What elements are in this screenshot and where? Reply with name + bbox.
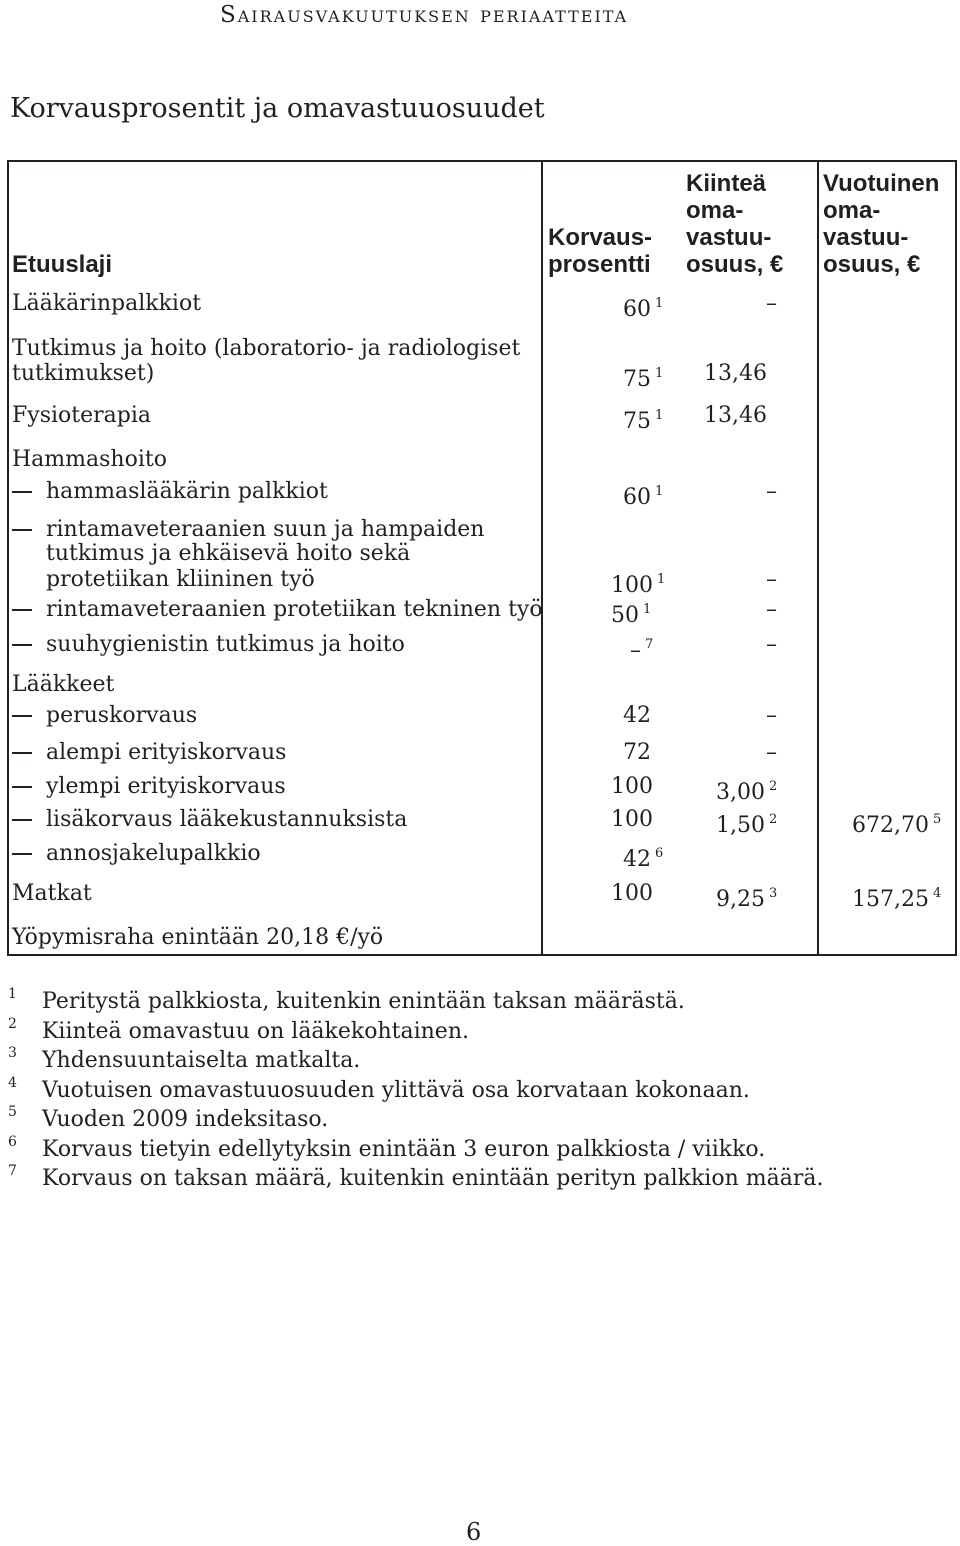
row-label: suuhygienistin tutkimus ja hoito: [46, 632, 405, 657]
table-border-top: [7, 160, 957, 162]
bullet-dash: [12, 609, 32, 611]
pct-value: 60 $^1$: [623, 484, 664, 510]
bullet-dash: [12, 786, 32, 788]
row-label: Matkat: [12, 881, 92, 906]
fixed-value: –: [766, 703, 777, 728]
footnote-number: 4: [8, 1075, 17, 1091]
row-label: rintamaveteraanien protetiikan tekninen työ: [46, 597, 543, 622]
fixed-value: –: [766, 632, 777, 657]
footnote-text: Vuoden 2009 indeksitaso.: [42, 1107, 329, 1132]
row-label: Tutkimus ja hoito (laboratorio- ja radiologiset: [12, 336, 521, 361]
row-label: hammaslääkärin palkkiot: [46, 479, 328, 504]
row-label-cont: protetiikan kliininen työ: [46, 567, 315, 592]
pct-value: 75 $^1$: [623, 366, 664, 392]
pct-value: – $^7$: [630, 637, 654, 663]
table-divider-label: [541, 160, 543, 956]
footnote-text: Korvaus tietyin edellytyksin enintään 3 euron palkkiosta / viikko.: [42, 1137, 766, 1162]
bullet-dash: [12, 853, 32, 855]
table-border-right: [955, 160, 957, 956]
col-header-vuotuinen-line2: oma-: [823, 197, 881, 224]
col-header-vuotuinen-line1: Vuotuinen: [823, 170, 940, 197]
footnote-number: 2: [8, 1016, 17, 1032]
fixed-value: –: [766, 479, 777, 504]
page-number: 6: [466, 1518, 482, 1546]
section-heading: Lääkkeet: [12, 672, 115, 697]
pct-value: 50 $^1$: [611, 602, 652, 628]
col-header-kiintea-line3: vastuu-: [686, 224, 772, 251]
col-header-korvaus-line1: Korvaus-: [548, 224, 653, 251]
row-label-cont: tutkimus ja ehkäisevä hoito sekä: [46, 541, 411, 566]
fixed-value: 13,46: [704, 403, 767, 428]
pct-value: 100: [611, 881, 653, 906]
pct-value: 75 $^1$: [623, 408, 664, 434]
pct-value: 42: [623, 703, 651, 728]
row-label: ylempi erityiskorvaus: [46, 774, 286, 799]
section-heading: Hammashoito: [12, 447, 167, 472]
fixed-value: 3,00 $^2$: [716, 779, 778, 805]
row-label: Lääkärinpalkkiot: [12, 291, 202, 316]
table-divider-fixed: [817, 160, 819, 956]
fixed-value: –: [766, 291, 777, 316]
footnote-number: 6: [8, 1134, 17, 1150]
row-label: rintamaveteraanien suun ja hampaiden: [46, 517, 485, 542]
row-label: annosjakelupalkkio: [46, 841, 261, 866]
footnote-number: 5: [8, 1104, 17, 1120]
col-header-vuotuinen-line4: osuus, €: [823, 251, 921, 278]
row-label-cont: tutkimukset): [12, 361, 155, 386]
table-border-left: [7, 160, 9, 956]
col-header-kiintea-line2: oma-: [686, 197, 744, 224]
footnote-text: Yhdensuuntaiselta matkalta.: [42, 1048, 361, 1073]
col-header-vuotuinen-line3: vastuu-: [823, 224, 909, 251]
footnote-text: Peritystä palkkiosta, kuitenkin enintään taksan määrästä.: [42, 989, 685, 1014]
footnote-text: Korvaus on taksan määrä, kuitenkin enintään perityn palkkion määrä.: [42, 1166, 824, 1191]
pct-value: 100: [611, 807, 653, 832]
footnote-text: Kiinteä omavastuu on lääkekohtainen.: [42, 1019, 469, 1044]
annual-value: 672,70 $^5$: [852, 812, 942, 838]
row-label: lisäkorvaus lääkekustannuksista: [46, 807, 408, 832]
bullet-dash: [12, 491, 32, 493]
pct-value: 100 $^1$: [611, 572, 666, 598]
bullet-dash: [12, 644, 32, 646]
row-label: Fysioterapia: [12, 403, 151, 428]
running-header: Sairausvakuutuksen periaatteita: [220, 2, 629, 28]
fixed-value: 9,25 $^3$: [716, 886, 778, 912]
bullet-dash: [12, 819, 32, 821]
bullet-dash: [12, 529, 32, 531]
col-header-etuuslaji: Etuuslaji: [12, 251, 113, 278]
fixed-value: 13,46: [704, 361, 767, 386]
page-title: Korvausprosentit ja omavastuuosuudet: [10, 93, 545, 124]
col-header-kiintea-line4: osuus, €: [686, 251, 784, 278]
pct-value: 72: [623, 740, 651, 765]
bullet-dash: [12, 715, 32, 717]
row-label: peruskorvaus: [46, 703, 198, 728]
footnote-text: Vuotuisen omavastuuosuuden ylittävä osa korvataan kokonaan.: [42, 1078, 750, 1103]
row-label: alempi erityiskorvaus: [46, 740, 287, 765]
fixed-value: 1,50 $^2$: [716, 812, 778, 838]
pct-value: 100: [611, 774, 653, 799]
fixed-value: –: [766, 567, 777, 592]
row-label: Yöpymisraha enintään 20,18 €/yö: [12, 925, 384, 950]
annual-value: 157,25 $^4$: [852, 886, 942, 912]
footnote-number: 7: [8, 1163, 17, 1179]
footnote-number: 1: [8, 986, 17, 1002]
pct-value: 42 $^6$: [623, 846, 664, 872]
col-header-korvaus-line2: prosentti: [548, 251, 651, 278]
fixed-value: –: [766, 597, 777, 622]
fixed-value: –: [766, 740, 777, 765]
pct-value: 60 $^1$: [623, 296, 664, 322]
footnote-number: 3: [8, 1045, 17, 1061]
table-border-bottom: [7, 954, 957, 956]
bullet-dash: [12, 752, 32, 754]
col-header-kiintea-line1: Kiinteä: [686, 170, 767, 197]
